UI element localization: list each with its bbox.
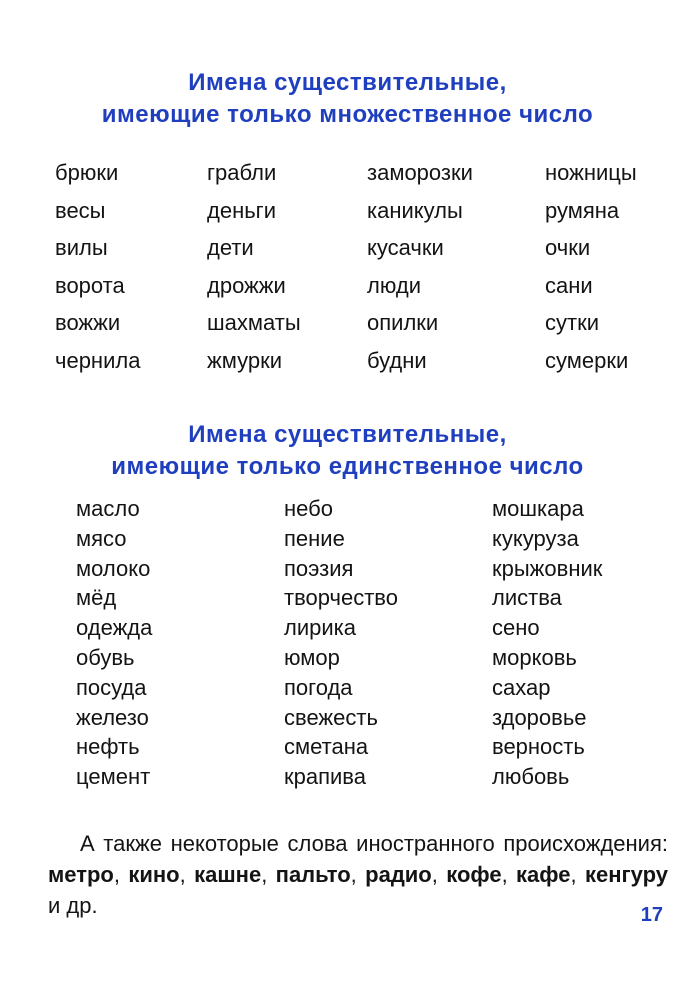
section2-heading [0, 419, 695, 483]
note-example-word: пальто [275, 862, 351, 887]
section2-word: юмор [284, 644, 340, 670]
section2-word: молоко [76, 555, 151, 581]
section2-word: творчество [284, 585, 398, 611]
section2-word: цемент [76, 764, 151, 790]
plural-only-word-list [55, 154, 665, 379]
section2-word: погода [284, 674, 353, 700]
singular-only-word-list [76, 494, 672, 792]
section1-word: ножницы [545, 160, 637, 185]
section2-word: пение [284, 525, 345, 551]
foreign-words-note [48, 828, 668, 921]
section1-word: вожжи [55, 310, 121, 335]
section1-heading [0, 67, 695, 131]
section1-word: будни [367, 347, 427, 373]
section2-word: крыжовник [492, 555, 603, 581]
section1-word: люди [367, 272, 421, 298]
note-examples: метро, кино, кашне, пальто, радио, кофе, кафе, кенгуру [48, 862, 668, 887]
section2-word: обувь [76, 644, 135, 670]
section2-word: лирика [284, 615, 356, 641]
section2-word: одежда [76, 615, 153, 641]
section2-word: сахар [492, 674, 551, 700]
note-example-word: кафе [516, 862, 571, 887]
section2-word: любовь [492, 764, 570, 790]
section1-word: шахматы [207, 310, 301, 335]
section2-word: листва [492, 585, 562, 611]
section2-word: нефть [76, 734, 140, 760]
section2-word: мошкара [492, 496, 584, 521]
section2-word: небо [284, 496, 333, 521]
section2-word: верность [492, 734, 585, 760]
section1-word: сутки [545, 310, 599, 335]
section2-word: свежесть [284, 704, 378, 730]
note-example-word: радио [365, 862, 432, 887]
section1-word: румяна [545, 197, 620, 223]
section1-word: сумерки [545, 347, 629, 373]
section2-word: железо [76, 704, 149, 730]
section1-word: вилы [55, 235, 108, 260]
note-example-word: кашне [194, 862, 262, 887]
section1-word: дрожжи [207, 272, 286, 298]
section2-word: поэзия [284, 555, 354, 581]
section1-word: опилки [367, 310, 439, 335]
section2-word: мясо [76, 525, 127, 551]
section1-word: жмурки [207, 347, 282, 373]
section1-word: сани [545, 272, 593, 298]
note-ending: и др. [48, 893, 98, 918]
note-example-word: кофе [446, 862, 502, 887]
section2-word: масло [76, 496, 140, 521]
section1-word: дети [207, 235, 254, 260]
section1-word: каникулы [367, 197, 463, 223]
section1-word: чернила [55, 347, 141, 373]
section1-word: кусачки [367, 235, 444, 260]
section1-word: ворота [55, 272, 125, 298]
section2-word: сметана [284, 734, 369, 760]
section2-title-line1: Имена существительные, [188, 421, 507, 448]
section1-word: заморозки [367, 160, 473, 185]
section1-title-line2: имеющие только множественное число [101, 101, 594, 128]
section2-word: крапива [284, 764, 366, 790]
note-example-word: кино [128, 862, 180, 887]
section2-word: мёд [76, 585, 117, 611]
page-number: 17 [640, 904, 663, 926]
section1-title-line1: Имена существительные, [188, 69, 507, 96]
section1-word: весы [55, 197, 106, 223]
section2-word: сено [492, 615, 540, 641]
section2-word: посуда [76, 674, 147, 700]
section1-word: грабли [207, 160, 277, 185]
section2-word: морковь [492, 644, 577, 670]
section2-word: здоровье [492, 704, 587, 730]
note-intro: А также некоторые слова иностранного происхождения: [80, 831, 668, 856]
note-example-word: кенгуру [584, 862, 668, 887]
section1-word: деньги [207, 197, 276, 223]
section1-word: брюки [55, 160, 119, 185]
section1-word: очки [545, 235, 591, 260]
section2-title-line2: имеющие только единственное число [111, 453, 584, 480]
section2-word: кукуруза [492, 525, 579, 551]
note-example-word: метро [48, 862, 114, 887]
